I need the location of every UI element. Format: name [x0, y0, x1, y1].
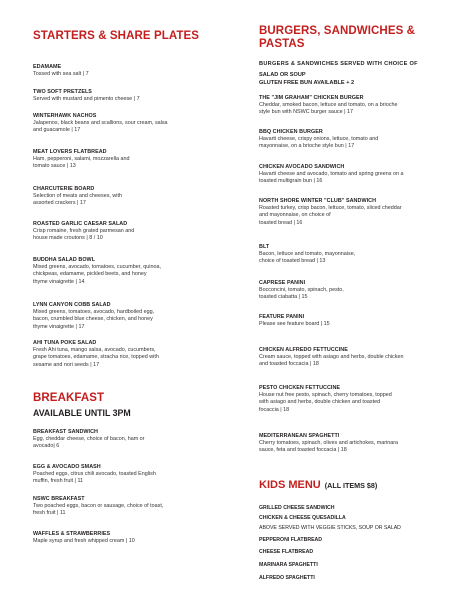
burgers-title-line-2: PASTAS [259, 38, 305, 50]
burgers-item-description: Havarti cheese and avocado, tomato and spring greens on a [259, 171, 404, 177]
kids-item: ALFREDO SPAGHETTI [259, 575, 315, 581]
burgers-item-description: toasted ciabatta | 15 [259, 294, 308, 301]
breakfast-item [33, 496, 163, 518]
kids-item: GRILLED CHEESE SANDWICH [259, 505, 335, 511]
burgers-title-line-1: BURGERS, SANDWICHES & [259, 25, 416, 37]
starters-item-name: LYNN CANYON COBB SALAD [33, 302, 111, 308]
burgers-subtitle-line-3: GLUTEN FREE BUN AVAILABLE + 2 [259, 80, 355, 86]
starters-item [33, 149, 129, 171]
breakfast-item-name: WAFFLES & STRAWBERRIES [33, 531, 111, 537]
burgers-item-description: Cherry tomatoes, spinach, olives and artichokes, marinara [259, 440, 399, 446]
burgers-item-name: CHICKEN ALFREDO FETTUCCINE [259, 347, 348, 353]
starters-item-description: chickpeas, edamame, pickled beets, and honey [33, 271, 147, 278]
starters-item-description: bacon, crumbled blue cheese, chicken, and honey [33, 316, 153, 323]
kids-subtitle: (ALL ITEMS $8) [324, 481, 378, 490]
starters-item [33, 186, 122, 208]
breakfast-title: BREAKFAST [33, 392, 105, 404]
burgers-item [259, 385, 392, 414]
burgers-item-name: CAPRESE PANINI [259, 280, 306, 286]
breakfast-item-description: Egg, cheddar cheese, choice of bacon, ham or [33, 436, 145, 442]
kids-item: CHEESE FLATBREAD [259, 549, 314, 555]
breakfast-item [33, 464, 156, 486]
starters-item [33, 64, 89, 78]
burgers-item-name: BLT [259, 244, 270, 250]
burgers-item-description: mayonnaise, on a brioche style bun | 17 [259, 143, 355, 150]
starters-item [33, 113, 168, 135]
burgers-item-description: House nut free pesto, spinach, cherry tomatoes, topped [259, 392, 392, 398]
burgers-item-description: sauce, feta and toasted foccacia | 18 [259, 447, 347, 454]
kids-item: MARINARA SPAGHETTI [259, 562, 318, 568]
starters-item-description: Jalapenos, black beans and scallions, sour cream, salsa [33, 120, 168, 126]
kids-note: ABOVE SERVED WITH VEGGIE STICKS, SOUP OR SALAD [259, 525, 401, 531]
burgers-item [259, 314, 330, 328]
burgers-item-description: Roasted turkey, crisp bacon, lettuce, tomato, sliced cheddar [259, 205, 402, 211]
burgers-item-description: toasted multigrain bun | 16 [259, 178, 323, 185]
starters-item-description: Served with mustard and pimento cheese | 7 [33, 96, 140, 102]
burgers-item-description: and toasted foccacia | 18 [259, 361, 319, 368]
burgers-item-name: THE "JIM GRAHAM" CHICKEN BURGER [259, 95, 364, 101]
burgers-item-description: choice of toasted bread | 13 [259, 258, 326, 265]
burgers-item-description: Cheddar, smoked bacon, lettuce and tomato, on a brioche [259, 102, 398, 108]
starters-item-name: EDAMAME [33, 64, 62, 70]
burgers-item [259, 347, 403, 369]
kids-item: CHICKEN & CHEESE QUESADILLA [259, 515, 346, 521]
breakfast-item-description: Two poached eggs, bacon or sausage, choice of toast, [33, 503, 164, 509]
burgers-item-description: Bocconcini, tomato, spinach, pesto, [259, 287, 344, 293]
breakfast-item-description: muffin, fresh fruit | 11 [33, 478, 84, 485]
starters-item-description: tomato sauce | 13 [33, 163, 76, 170]
burgers-item-description: toasted bread | 16 [259, 219, 303, 226]
starters-item-description: and guacamole | 17 [33, 127, 81, 134]
kids-item: PEPPERONI FLATBREAD [259, 537, 323, 543]
burgers-item [259, 433, 398, 455]
starters-item [33, 89, 140, 103]
breakfast-item-name: BREAKFAST SANDWICH [33, 429, 98, 435]
kids-title: KIDS MENU [259, 479, 321, 491]
burgers-item [259, 164, 403, 186]
starters-item-description: grape tomatoes, edamame, stracha rice, topped with [33, 354, 159, 361]
breakfast-item-name: EGG & AVOCADO SMASH [33, 464, 101, 470]
breakfast-item-description: Poached eggs, citrus chili avocado, toasted English [33, 471, 156, 477]
starters-item-name: TWO SOFT PRETZELS [33, 89, 92, 95]
burgers-item-description: style bun with NSWC burger sauce | 17 [259, 109, 353, 116]
burgers-item-name: FEATURE PANINI [259, 314, 305, 320]
burgers-item-description: and mayonnaise, on choice of [259, 212, 331, 219]
starters-item-name: WINTERHAWK NACHOS [33, 113, 97, 119]
starters-item-name: CHARCUTERIE BOARD [33, 186, 95, 192]
burgers-item-description: Bacon, lettuce and tomato, mayonnaise, [259, 251, 356, 257]
starters-item-description: thyme vinaigrette | 14 [33, 278, 85, 285]
kids-header [259, 479, 377, 491]
starters-item-description: house made croutons | 8 / 10 [33, 235, 103, 242]
burgers-item [259, 95, 397, 117]
burgers-item-description: with asiago and herbs, double chicken and toasted [259, 399, 381, 406]
burgers-item-description: Havarti cheese, crispy onions, lettuce, tomato and [259, 136, 379, 142]
breakfast-item [33, 531, 135, 545]
burgers-item [259, 198, 402, 227]
burgers-item-name: PESTO CHICKEN FETTUCCINE [259, 385, 341, 391]
burgers-subtitle-line-2: SALAD OR SOUP [259, 72, 306, 78]
starters-item-description: Crisp romaine, fresh grated parmesan and [33, 228, 135, 234]
burgers-item-name: CHICKEN AVOCADO SANDWICH [259, 164, 345, 170]
breakfast-item-description: avocado| 6 [33, 443, 60, 450]
starters-item-name: MEAT LOVERS FLATBREAD [33, 149, 107, 155]
breakfast-subtitle: AVAILABLE UNTIL 3PM [33, 408, 131, 418]
starters-item-description: Mixed greens, avocado, tomatoes, cucumber, quinoa, [33, 264, 161, 270]
starters-item-description: Tossed with sea salt | 7 [33, 71, 89, 77]
burgers-item-description: Please see feature board | 15 [259, 321, 330, 327]
breakfast-item [33, 429, 144, 451]
starters-item [33, 340, 159, 369]
starters-item [33, 257, 161, 286]
burgers-item [259, 280, 344, 302]
breakfast-item-description: Maple syrup and fresh whipped cream | 10 [33, 538, 135, 544]
burgers-subtitle-line-1: BURGERS & SANDWICHES SERVED WITH CHOICE OF [259, 61, 418, 67]
starters-item [33, 221, 134, 243]
starters-title: STARTERS & SHARE PLATES [33, 30, 200, 42]
starters-item-description: sesame and nori seeds | 17 [33, 361, 100, 368]
burgers-item-description: Cream sauce, topped with asiago and herbs, double chicken [259, 354, 404, 360]
breakfast-item-name: NSWC BREAKFAST [33, 496, 85, 502]
burgers-item-name: NORTH SHORE WINTER "CLUB" SANDWICH [259, 198, 377, 204]
burgers-item-name: MEDITERRANEAN SPAGHETTI [259, 433, 340, 439]
starters-item-description: thyme vinaigrette | 17 [33, 323, 85, 330]
starters-item-description: Mixed greens, tomatoes, avocado, hardboiled egg, [33, 309, 155, 315]
burgers-item [259, 244, 355, 266]
burgers-item-description: focaccia | 18 [259, 406, 290, 413]
breakfast-item-description: fresh fruit | 11 [33, 510, 66, 517]
starters-item-description: Fresh Ahi tuna, mango salsa, avocado, cucumbers, [33, 347, 156, 353]
burgers-item-name: BBQ CHICKEN BURGER [259, 129, 323, 135]
starters-item-description: Ham, pepperoni, salami, mozzarella and [33, 156, 130, 162]
starters-item-description: assorted crackers | 17 [33, 200, 86, 207]
starters-item-name: BUDDHA SALAD BOWL [33, 257, 96, 263]
starters-item-name: ROASTED GARLIC CAESAR SALAD [33, 221, 128, 227]
burgers-item [259, 129, 378, 151]
starters-item-description: Selection of meats and cheeses, with [33, 193, 122, 199]
starters-item [33, 302, 154, 331]
starters-item-name: AHI TUNA POKE SALAD [33, 340, 97, 346]
